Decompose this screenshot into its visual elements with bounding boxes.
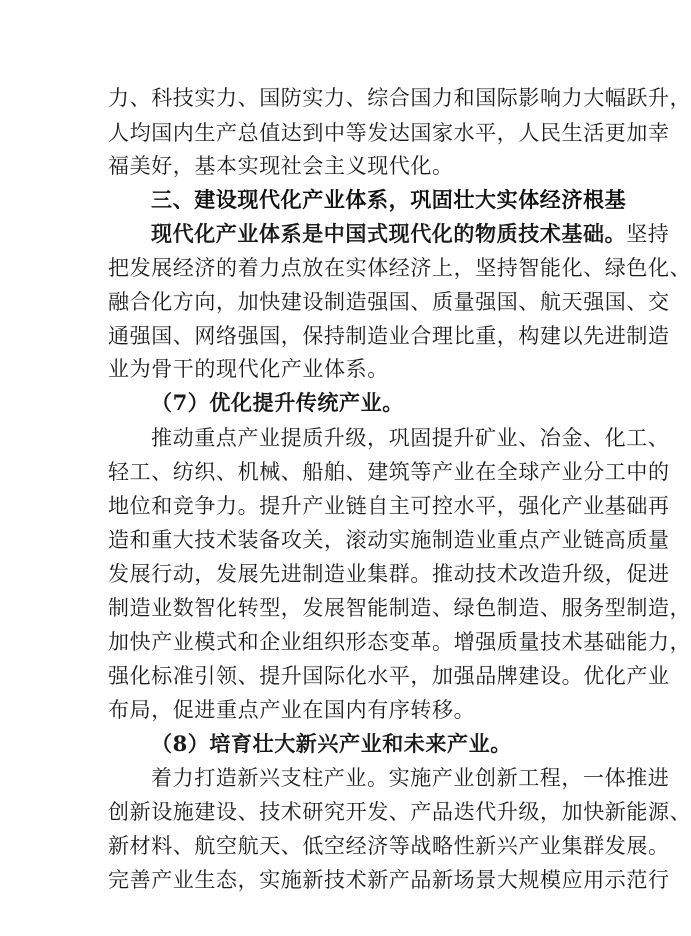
text-line-24: 完善产业生态，实施新技术新产品新场景大规模应用示范行 — [108, 868, 670, 892]
subheading-8: （8）培育壮大新兴产业和未来产业。 — [151, 731, 512, 756]
lead-sentence-tail: 坚持 — [626, 222, 670, 246]
text-line-2: 人均国内生产总值达到中等发达国家水平，人民生活更加幸 — [108, 121, 670, 145]
text-line-16: 制造业数智化转型，发展智能制造、绿色制造、服务型制造， — [108, 596, 691, 620]
text-line-3: 福美好，基本实现社会主义现代化。 — [108, 154, 454, 178]
text-line-12: 轻工、纺织、机械、船舶、建筑等产业在全球产业分工中的 — [108, 460, 670, 484]
text-line-23: 新材料、航空航天、低空经济等战略性新兴产业集群发展。 — [108, 834, 670, 858]
subheading-7: （7）优化提升传统产业。 — [151, 390, 404, 415]
text-line-13: 地位和竞争力。提升产业链自主可控水平，强化产业基础再 — [108, 494, 670, 518]
text-line-11: 推动重点产业提质升级，巩固提升矿业、冶金、化工、 — [151, 426, 670, 450]
text-line-21: 着力打造新兴支柱产业。实施产业创新工程，一体推进 — [151, 766, 670, 790]
text-line-9: 业为骨干的现代化产业体系。 — [108, 357, 389, 381]
lead-sentence-bold: 现代化产业体系是中国式现代化的物质技术基础。 — [151, 221, 627, 246]
paragraph-lead-line — [151, 218, 669, 250]
text-line-1: 力、科技实力、国防实力、综合国力和国际影响力大幅跃升， — [108, 86, 691, 110]
text-line-6: 把发展经济的着力点放在实体经济上，坚持智能化、绿色化、 — [108, 256, 691, 280]
text-line-17: 加快产业模式和企业组织形态变革。增强质量技术基础能力， — [108, 630, 691, 654]
text-line-15: 发展行动，发展先进制造业集群。推动技术改造升级，促进 — [108, 562, 670, 586]
section-heading: 三、建设现代化产业体系，巩固壮大实体经济根基 — [151, 188, 627, 212]
text-line-22: 创新设施建设、技术研究开发、产品迭代升级，加快新能源、 — [108, 800, 691, 824]
text-line-14: 造和重大技术装备攻关，滚动实施制造业重点产业链高质量 — [108, 528, 670, 552]
text-line-7: 融合化方向，加快建设制造强国、质量强国、航天强国、交 — [108, 290, 670, 314]
text-line-19: 布局，促进重点产业在国内有序转移。 — [108, 698, 476, 722]
text-line-18: 强化标准引领、提升国际化水平，加强品牌建设。优化产业 — [108, 664, 670, 688]
text-line-8: 通强国、网络强国，保持制造业合理比重，构建以先进制造 — [108, 324, 670, 348]
